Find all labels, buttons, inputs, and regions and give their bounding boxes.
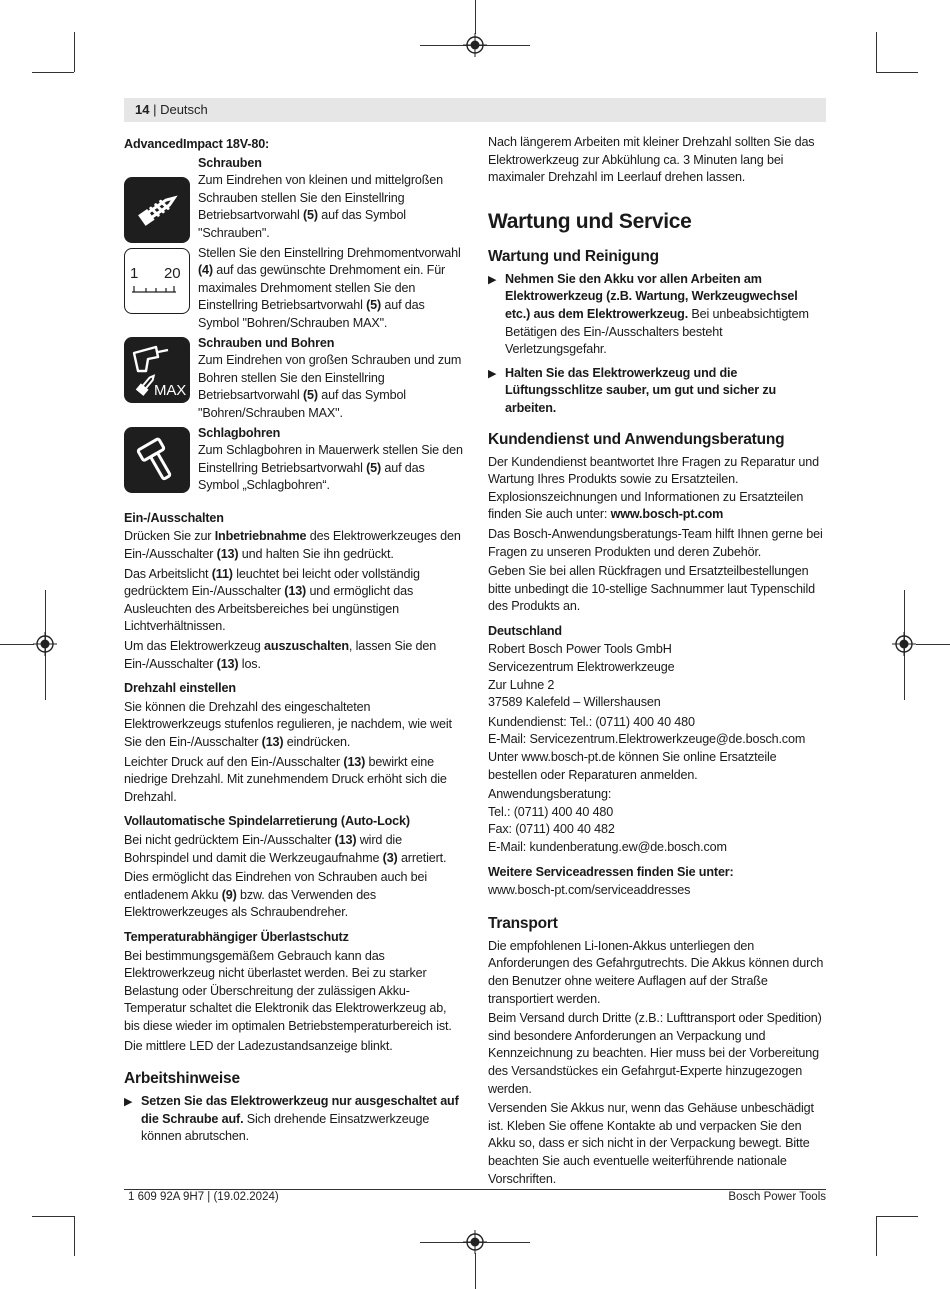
paragraph: Die mittlere LED der Ladezustandsanzeige blinkt. (124, 1038, 393, 1053)
emphasis: (5) (366, 298, 382, 313)
bullet-text: Nehmen Sie den Akku vor allen Arbeiten am Elektrowerkzeug (z.B. Wartung, Werkzeugwechsel etc.) aus dem Elektrowerkzeug. Bei unbeabsichtigtem Betätigen des Ein-/Ausschalters besteht Verletzungsgefahr. (505, 271, 809, 357)
bullet-item (488, 365, 826, 418)
emphasis: (5) (302, 208, 318, 223)
paragraph: Das Bosch-Anwendungsberatungs-Team hilft Ihnen gerne bei Fragen zu unseren Produkten und deren Zubehör. (488, 526, 823, 559)
address-line: Servicezentrum Elektrowerkzeuge (488, 660, 675, 675)
section-heading-transport: Transport (488, 914, 558, 932)
emphasis: (13) (284, 584, 307, 599)
emphasis: (13) (334, 832, 357, 847)
section-heading-service: Kundendienst und Anwendungsberatung (488, 430, 785, 448)
emphasis: (4) (198, 263, 213, 278)
emphasis: Inbetriebnahme (214, 529, 307, 544)
registration-mark-icon (33, 632, 57, 656)
registration-mark-icon (892, 632, 916, 656)
paragraph: Die empfohlenen Li-Ionen-Akkus unterliegen den Anforderungen des Gefahrgutrechts. Die Akkus können durch den Benutzer ohne weitere Auflagen auf der Straße transportiert werden. (488, 938, 824, 1006)
more-addresses-heading: Weitere Serviceadressen finden Sie unter: (488, 864, 734, 879)
bullet-arrow-icon: ▶ (488, 367, 497, 380)
bullet-item (124, 1093, 464, 1146)
section-heading-overload: Temperaturabhängiger Überlastschutz (124, 929, 349, 944)
bullet-arrow-icon: ▶ (124, 1096, 133, 1109)
drill-max-label: MAX (154, 381, 187, 399)
emphasis: (13) (343, 754, 366, 769)
footer-brand: Bosch Power Tools (728, 1191, 826, 1203)
advice-line: Fax: (0711) 400 40 482 (488, 822, 615, 837)
crop-mark (74, 1216, 75, 1256)
emphasis: auszuschalten (264, 639, 349, 654)
mode-description: Stellen Sie den Einstellring Drehmomentvorwahl (4) auf das gewünschte Drehmoment ein. Für maximales Drehmoment stellen Sie den Einstellring Betriebsartvorwahl (5) auf das Symbol "Bohren/Schrauben MAX". (198, 245, 461, 330)
paragraph: Versenden Sie Akkus nur, wenn das Gehäuse unbeschädigt ist. Kleben Sie offene Kontakte ab und verpacken Sie den Akku so, dass er sich nicht in der Verpackung bewegt. Bitte beachten Sie auch eventuelle weiterführende nationale Vorschriften. (488, 1101, 814, 1186)
emphasis: (13) (216, 547, 239, 562)
emphasis: (9) (221, 887, 237, 902)
paragraph: Das Arbeitslicht (11) leuchtet bei leicht oder vollständig gedrücktem Ein-/Ausschalter (13) und ermöglicht das Ausleuchten des Arbeitsbereiches bei ungünstigen Lichtverhältnissen. (124, 566, 420, 634)
crop-mark (475, 1253, 476, 1289)
screw-icon (124, 177, 190, 243)
contact-line: Unter www.bosch-pt.de können Sie online Ersatzteile bestellen oder Reparaturen anmelden. (488, 750, 777, 782)
mode-title: Schlagbohren (198, 425, 281, 440)
bullet-text: Setzen Sie das Elektrowerkzeug nur ausgeschaltet auf die Schraube auf. Sich drehende Einsatzwerkzeuge können abrutschen. (141, 1094, 459, 1144)
mode-title: Schrauben (198, 155, 262, 170)
crop-mark (876, 1216, 918, 1217)
emphasis: Halten Sie das Elektrowerkzeug und die Lüftungsschlitze sauber, um gut und sicher zu arbeiten. (505, 365, 777, 415)
emphasis: Nehmen Sie den Akku vor allen Arbeiten am Elektrowerkzeug (z.B. Wartung, Werkzeugwechsel etc.) aus dem Elektrowerkzeug. (505, 271, 798, 321)
mode-screw-drill (124, 335, 464, 425)
crop-mark (876, 1216, 877, 1256)
page-header-text: 14 | Deutsch (135, 102, 208, 117)
contact-line: Kundendienst: Tel.: (0711) 400 40 480 (488, 714, 695, 729)
crop-mark (876, 32, 877, 72)
torque-scale-icon (124, 248, 190, 314)
main-heading: Wartung und Service (488, 209, 692, 233)
emphasis: (11) (211, 566, 233, 581)
advice-block (488, 786, 826, 856)
registration-mark-icon (463, 33, 487, 57)
address-line: 37589 Kalefeld – Willershausen (488, 695, 661, 710)
section-heading-maintenance: Wartung und Reinigung (488, 247, 659, 265)
paragraph: Nach längerem Arbeiten mit kleiner Drehzahl sollten Sie das Elektrowerkzeug zur Abkühlung ca. 3 Minuten lang bei maximaler Drehzahl im Leerlauf drehen lassen. (488, 135, 815, 185)
page-header (124, 98, 826, 122)
mode-title: Schrauben und Bohren (198, 335, 335, 350)
mode-screwdriving (124, 155, 464, 245)
footer-rule (124, 1189, 826, 1190)
address-line: Zur Luhne 2 (488, 677, 555, 692)
torque-scale-min: 1 (130, 264, 139, 282)
paragraph: Dies ermöglicht das Eindrehen von Schrauben auch bei entladenem Akku (9) bzw. das Verwenden des Elektrowerkzeuges als Schraubendreher. (124, 870, 428, 920)
paragraph: Der Kundendienst beantwortet Ihre Fragen zu Reparatur und Wartung Ihres Produkts sowie zu Ersatzteilen. Explosionszeichnungen und Informationen zu Ersatzteilen finden Sie auch unter: www.bosch-pt.com (488, 454, 819, 522)
bullet-arrow-icon: ▶ (488, 273, 497, 286)
mode-torque (124, 245, 464, 335)
mode-description: Zum Eindrehen von großen Schrauben und zum Bohren stellen Sie den Einstellring Betriebsartvorwahl (5) auf das Symbol "Bohren/Schrauben MAX". (198, 353, 462, 420)
crop-mark (876, 72, 918, 73)
mode-description: Zum Schlagbohren in Mauerwerk stellen Sie den Einstellring Betriebsartvorwahl (5) auf das Symbol „Schlagbohren“. (198, 443, 463, 493)
device-title: AdvancedImpact 18V-80: (124, 137, 270, 151)
crop-mark (916, 644, 950, 645)
footer-doc-number: 1 609 92A 9H7 | (19.02.2024) (128, 1191, 279, 1203)
section-heading-speed: Drehzahl einstellen (124, 681, 236, 696)
paragraph: Beim Versand durch Dritte (z.B.: Lufttransport oder Spedition) sind besondere Anforderungen an Verpackung und Kennzeichnung zu beachten. Hier muss bei der Vorbereitung des Versandstückes ein Gefahrgut-Experte hinzugezogen werden. (488, 1011, 822, 1096)
mode-impact-drilling (124, 425, 464, 497)
paragraph: Bei nicht gedrücktem Ein-/Ausschalter (13) wird die Bohrspindel und damit die Werkzeugaufnahme (3) arretiert. (124, 832, 447, 865)
registration-mark-icon (463, 1230, 487, 1254)
drill-max-icon (124, 337, 190, 403)
mode-description: Zum Eindrehen von kleinen und mittelgroßen Schrauben stellen Sie den Einstellring Betriebsartvorwahl (5) auf das Symbol "Schrauben". (198, 173, 444, 240)
section-heading-auto-lock: Vollautomatische Spindelarretierung (Auto-Lock) (124, 814, 410, 829)
crop-mark (0, 644, 34, 645)
torque-scale-max: 20 (164, 264, 181, 282)
paragraph: Bei bestimmungsgemäßem Gebrauch kann das Elektrowerkzeug nicht überlastet werden. Bei zu starker Belastung oder Überschreitung der zulässigen Akku-Temperatur schaltet die Elektronik das Elektrowerkzeug ab, bis diese wieder im optimalen Betriebstemperaturbereich ist. (124, 948, 452, 1033)
address-block (488, 641, 826, 711)
emphasis: www.bosch-pt.com (610, 507, 724, 522)
crop-mark (32, 72, 74, 73)
contact-line: E-Mail: Servicezentrum.Elektrowerkzeuge@de.bosch.com (488, 732, 806, 747)
contact-block (488, 714, 826, 784)
section-heading-on-off: Ein-/Ausschalten (124, 510, 224, 525)
right-column (488, 134, 826, 1190)
advice-line: Tel.: (0711) 400 40 480 (488, 804, 614, 819)
hammer-icon (124, 427, 190, 493)
emphasis: (5) (302, 388, 318, 403)
emphasis: (5) (366, 460, 382, 475)
crop-mark (32, 1216, 74, 1217)
paragraph: Leichter Druck auf den Ein-/Ausschalter (13) bewirkt eine niedrige Drehzahl. Mit zunehmendem Druck erhöht sich die Drehzahl. (124, 754, 447, 804)
crop-mark (475, 0, 476, 34)
more-addresses-url: www.bosch-pt.com/serviceaddresses (488, 883, 691, 898)
advice-line: E-Mail: kundenberatung.ew@de.bosch.com (488, 840, 727, 854)
section-heading-work: Arbeitshinweise (124, 1070, 240, 1088)
crop-mark (74, 32, 75, 72)
emphasis: Setzen Sie das Elektrowerkzeug nur ausgeschaltet auf die Schraube auf. (141, 1094, 459, 1126)
paragraph: Drücken Sie zur Inbetriebnahme des Elektrowerkzeuges den Ein-/Ausschalter (13) und halten Sie ihn gedrückt. (124, 529, 461, 562)
country-heading: Deutschland (488, 623, 562, 638)
bullet-text (505, 365, 826, 418)
bullet-item (488, 271, 826, 359)
paragraph: Um das Elektrowerkzeug auszuschalten, lassen Sie den Ein-/Ausschalter (13) los. (124, 639, 437, 671)
emphasis: (13) (216, 656, 239, 671)
emphasis: (13) (261, 735, 284, 749)
left-column (124, 134, 464, 1152)
page-language: Deutsch (160, 102, 208, 117)
emphasis: (3) (382, 850, 398, 865)
address-line: Robert Bosch Power Tools GmbH (488, 642, 672, 657)
page-number: 14 (135, 102, 150, 117)
advice-line: Anwendungsberatung: (488, 787, 612, 802)
paragraph: Geben Sie bei allen Rückfragen und Ersatzteilbestellungen bitte unbedingt die 10-stellige Sachnummer laut Typenschild des Produkts an. (488, 564, 815, 614)
paragraph: Sie können die Drehzahl des eingeschalteten Elektrowerkzeugs stufenlos regulieren, je nachdem, wie weit Sie den Ein-/Ausschalter (13) eindrücken. (124, 699, 452, 749)
